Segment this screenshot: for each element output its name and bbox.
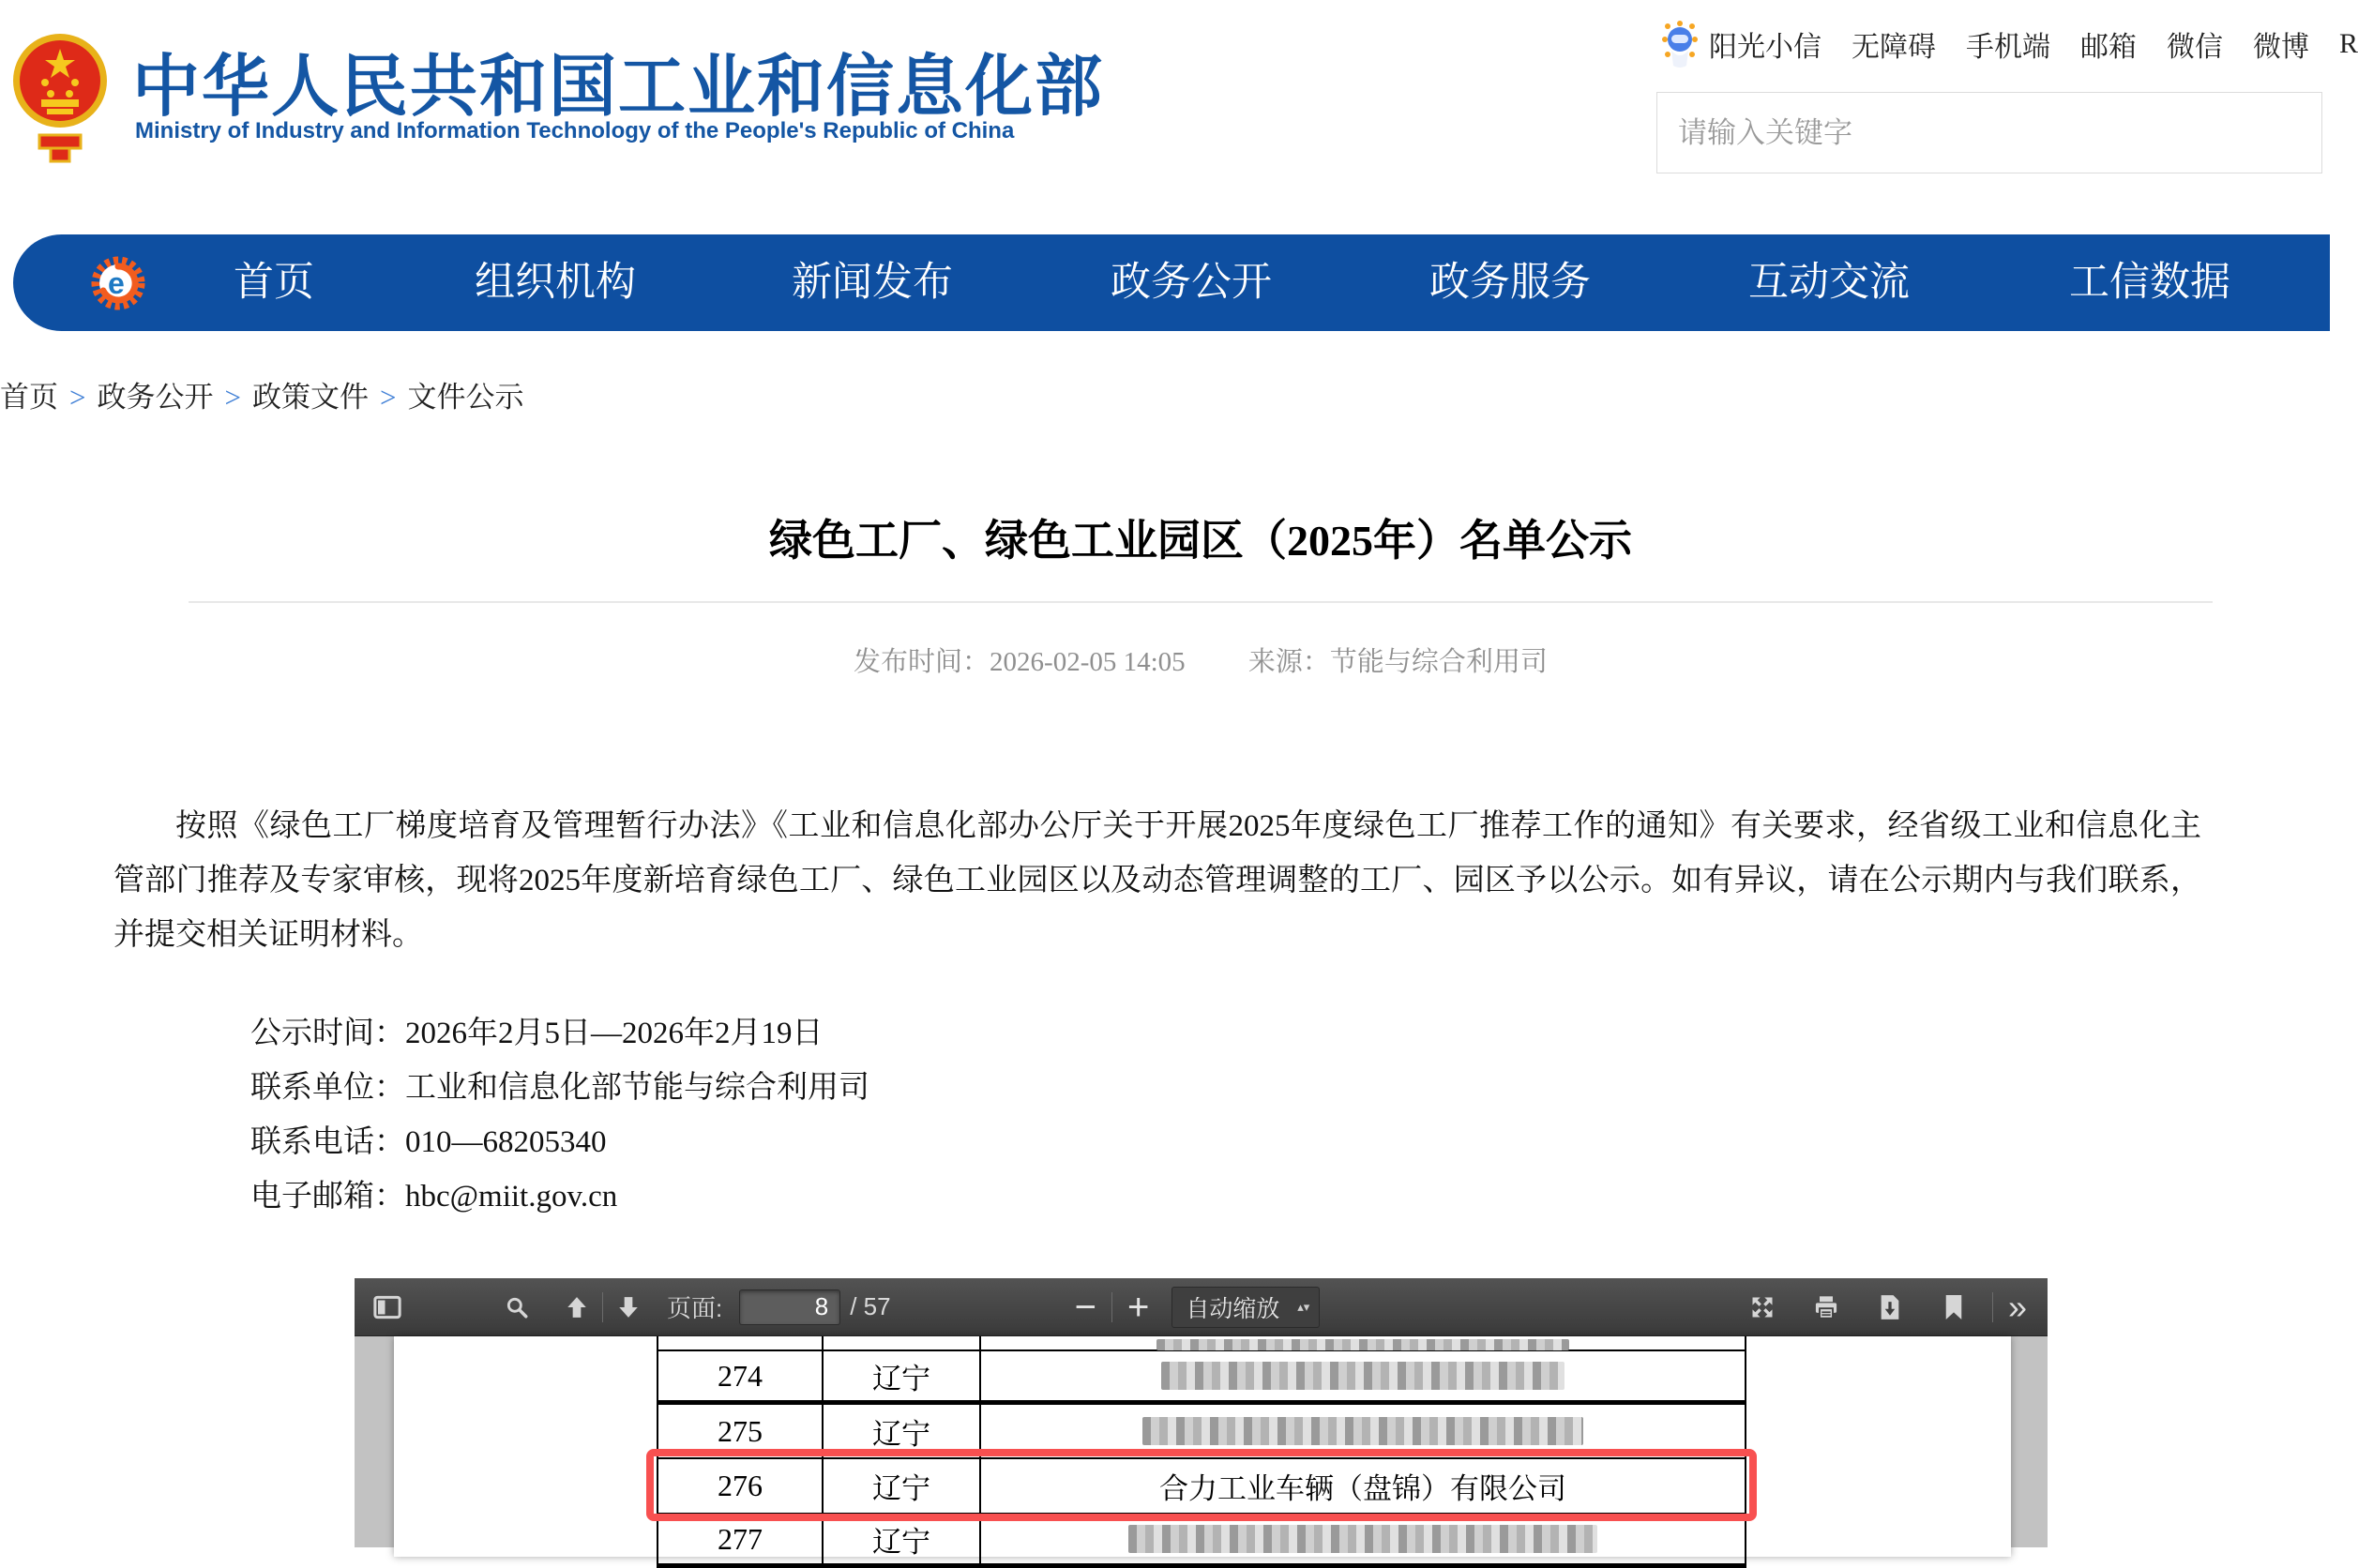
zoom-select[interactable]: [1171, 1287, 1320, 1328]
search-icon: [505, 1295, 529, 1319]
breadcrumb-home[interactable]: 首页: [0, 381, 58, 414]
toolbar-separator: [1111, 1292, 1112, 1322]
sidebar-toggle-button[interactable]: [368, 1286, 407, 1329]
breadcrumb: [0, 373, 523, 415]
main-nav: [13, 234, 2330, 331]
zoom-out-button[interactable]: −: [1074, 1286, 1096, 1328]
publish-time: 发布时间：2026-02-05 14:05: [854, 647, 1186, 677]
utility-links: [1660, 21, 2358, 68]
mascot-robot-icon: [1660, 21, 1700, 68]
breadcrumb-policy-docs[interactable]: 政策文件: [251, 381, 369, 414]
row-province: 辽宁: [822, 1515, 979, 1563]
breadcrumb-separator: >: [224, 381, 241, 414]
contact-email: 电子邮箱：hbc@miit.gov.cn: [250, 1180, 618, 1214]
bookmark-button[interactable]: [1934, 1286, 1973, 1329]
publicity-period: 公示时间：2026年2月5日—2026年2月19日: [250, 1017, 824, 1050]
title-divider: [189, 601, 2213, 603]
row-province: 辽宁: [822, 1405, 979, 1457]
row-company: 合力工业车辆（盘锦）有限公司: [979, 1459, 1746, 1513]
more-tools-button[interactable]: »: [2007, 1287, 2027, 1326]
article-source: 来源：节能与综合利用司: [1247, 647, 1548, 677]
article-paragraph: 按照《绿色工厂梯度培育及管理暂行办法》《工业和信息化部办公厅关于开展2025年度绿色工厂推荐工作的通知》有关要求，经省级工业和信息化主管部门推荐及专家审核，现将2025年度新培育绿色工厂、绿色工业园区以及动态管理调整的工厂、园区予以公示。如有异议，请在公示期内与我们联系，并提交相关证明材料。: [113, 809, 2201, 952]
row-number: 277: [657, 1515, 822, 1563]
svg-text:e: e: [108, 266, 125, 300]
table-row: [657, 1349, 1746, 1405]
nav-item-home[interactable]: 首页: [234, 261, 314, 305]
utility-link-rss[interactable]: R: [2339, 28, 2358, 59]
breadcrumb-separator: >: [69, 381, 86, 414]
bookmark-icon: [1943, 1295, 1964, 1319]
row-province: 辽宁: [822, 1351, 979, 1400]
article-title: 绿色工厂、绿色工业园区（2025年）名单公示: [769, 517, 1632, 565]
utility-link-sunshine[interactable]: 阳光小信: [1709, 32, 1821, 63]
table-row-highlighted: [657, 1459, 1746, 1515]
breadcrumb-gov-disclosure[interactable]: 政务公开: [97, 381, 214, 414]
page-total: / 57: [850, 1292, 891, 1320]
redacted-text: [1128, 1525, 1597, 1553]
redacted-text: [1142, 1417, 1583, 1445]
site-title: 中华人民共和国工业和信息化部: [132, 50, 1105, 125]
article-meta: [188, 641, 2214, 679]
table-row-remnant: [657, 1336, 1746, 1349]
utility-link-wechat[interactable]: 微信: [2167, 32, 2223, 63]
next-page-button[interactable]: [609, 1286, 648, 1329]
utility-link-weibo[interactable]: 微博: [2253, 32, 2309, 63]
sidebar-toggle-icon: [373, 1295, 401, 1319]
nav-item-news[interactable]: 新闻发布: [792, 261, 953, 305]
pdf-viewer: [355, 1278, 2048, 1559]
arrow-down-icon: [616, 1295, 641, 1319]
download-icon: [1878, 1294, 1902, 1320]
arrow-up-icon: [565, 1295, 589, 1319]
nav-item-interaction[interactable]: 互动交流: [1748, 261, 1910, 305]
utility-link-mail[interactable]: 邮箱: [2080, 32, 2137, 63]
nav-item-gov-services[interactable]: 政务服务: [1429, 261, 1591, 305]
row-company-redacted: [979, 1515, 1746, 1563]
find-button[interactable]: [497, 1286, 537, 1329]
download-button[interactable]: [1870, 1286, 1910, 1329]
redacted-text: [1156, 1339, 1569, 1350]
row-province: 辽宁: [822, 1459, 979, 1513]
redacted-text: [1161, 1362, 1564, 1390]
presentation-mode-button[interactable]: [1743, 1286, 1782, 1329]
row-number: 276: [657, 1459, 822, 1513]
utility-link-mobile[interactable]: 手机端: [1966, 32, 2050, 63]
nav-item-data[interactable]: 工信数据: [2069, 261, 2230, 305]
utility-link-accessibility[interactable]: 无障碍: [1852, 32, 1936, 63]
row-company-redacted: [979, 1405, 1746, 1457]
pdf-toolbar: [355, 1278, 2048, 1336]
page-number-input[interactable]: [739, 1289, 840, 1325]
previous-page-button[interactable]: [557, 1286, 597, 1329]
pdf-canvas: [355, 1336, 2048, 1559]
nav-item-organization[interactable]: 组织机构: [475, 261, 636, 305]
table-row: [657, 1515, 1746, 1568]
table-row: [657, 1405, 1746, 1459]
national-emblem-icon: [11, 24, 109, 165]
row-number: 275: [657, 1405, 822, 1457]
contact-block: [250, 1006, 869, 1224]
printer-icon: [1813, 1294, 1839, 1320]
zoom-select-value: 自动缩放: [1186, 1295, 1280, 1322]
nav-item-gov-disclosure[interactable]: 政务公开: [1111, 261, 1272, 305]
toolbar-separator: [602, 1292, 603, 1322]
toolbar-separator: [1992, 1292, 1993, 1322]
contact-unit: 联系单位：工业和信息化部节能与综合利用司: [250, 1071, 869, 1105]
site-subtitle: Ministry of Industry and Information Technology of the People's Republic of China: [135, 118, 1015, 143]
contact-phone: 联系电话：010—68205340: [250, 1125, 607, 1159]
pdf-table: [657, 1336, 1746, 1568]
select-arrows-icon: ▴▾: [1297, 1299, 1310, 1314]
miit-gear-logo-icon: [90, 255, 146, 311]
print-button[interactable]: [1806, 1286, 1846, 1329]
row-company-redacted: [979, 1351, 1746, 1400]
row-number: 274: [657, 1351, 822, 1400]
zoom-in-button[interactable]: +: [1126, 1286, 1150, 1328]
breadcrumb-separator: >: [379, 381, 397, 414]
fullscreen-icon: [1749, 1294, 1776, 1320]
search-input[interactable]: [1656, 92, 2322, 173]
page-label: 页面:: [667, 1294, 723, 1322]
pdf-page: [394, 1336, 2011, 1557]
breadcrumb-doc-publicity[interactable]: 文件公示: [407, 381, 524, 414]
